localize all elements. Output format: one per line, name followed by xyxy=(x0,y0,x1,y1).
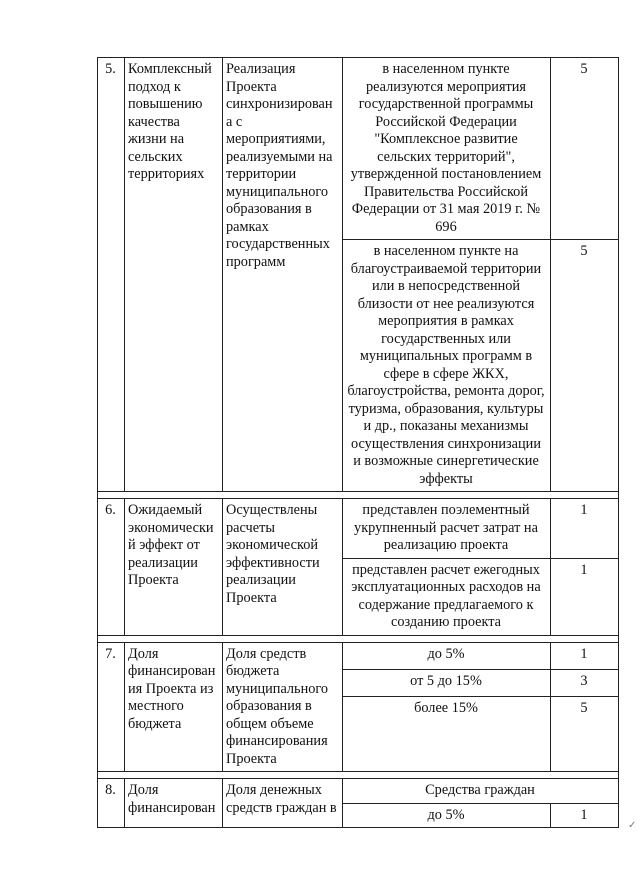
description-cell: Доля средств бюджета муниципального образования в общем объеме финансирования Проекта xyxy=(223,642,343,772)
scan-artifact: ✓ xyxy=(628,820,637,831)
criterion-cell: Комплексный подход к повышению качества жизни на сельских территориях xyxy=(125,58,223,492)
points-cell: 1 xyxy=(551,558,619,635)
points-cell: 1 xyxy=(551,642,619,669)
criterion-cell: Ожидаемый экономически й эффект от реализации Проекта xyxy=(125,499,223,636)
indicator-subheader: Средства граждан xyxy=(343,779,619,804)
criterion-cell: Доля финансирован ия Проекта из местного бюджета xyxy=(125,642,223,772)
row-number: 6. xyxy=(98,499,125,636)
row-gap xyxy=(98,492,619,499)
indicator-cell: до 5% xyxy=(343,642,551,669)
criteria-table xyxy=(97,57,619,828)
description-cell: Реализация Проекта синхронизирован а с мероприятиями, реализуемыми на территории муниципального образования в рамках государственных программ xyxy=(223,58,343,492)
description-cell: Доля денежных средств граждан в xyxy=(223,779,343,828)
points-cell: 1 xyxy=(551,499,619,559)
table-row xyxy=(98,58,619,240)
points-cell: 5 xyxy=(551,58,619,240)
row-number: 8. xyxy=(98,779,125,828)
indicator-cell: более 15% xyxy=(343,697,551,772)
indicator-cell: от 5 до 15% xyxy=(343,669,551,696)
indicator-cell: в населенном пункте реализуются мероприятия государственной программы Российской Федерации "Комплексное развитие сельских территорий", утвержденной постановлением Правительства Российской Федерации от 31 мая 2019 г. № 696 xyxy=(343,58,551,240)
table-row xyxy=(98,499,619,559)
table-row xyxy=(98,642,619,669)
row-gap xyxy=(98,772,619,779)
description-cell: Осуществлены расчеты экономической эффективности реализации Проекта xyxy=(223,499,343,636)
points-cell: 1 xyxy=(551,803,619,828)
row-number: 5. xyxy=(98,58,125,492)
table-row xyxy=(98,779,619,804)
points-cell: 5 xyxy=(551,697,619,772)
indicator-cell: в населенном пункте на благоустраиваемой территории или в непосредственной близости от нее реализуются мероприятия в рамках государственных или муниципальных программ в сфере в сфере ЖКХ, благоустройства, ремонта дорог, туризма, образования, культуры и др., показаны механизмы осуществления синхронизации и возможные синергетические эффекты xyxy=(343,240,551,492)
criterion-cell: Доля финансирован xyxy=(125,779,223,828)
indicator-cell: представлен поэлементный укрупненный расчет затрат на реализацию проекта xyxy=(343,499,551,559)
row-gap xyxy=(98,635,619,642)
points-cell: 5 xyxy=(551,240,619,492)
indicator-cell: до 5% xyxy=(343,803,551,828)
points-cell: 3 xyxy=(551,669,619,696)
indicator-cell: представлен расчет ежегодных эксплуатационных расходов на содержание предлагаемого к созданию проекта xyxy=(343,558,551,635)
row-number: 7. xyxy=(98,642,125,772)
